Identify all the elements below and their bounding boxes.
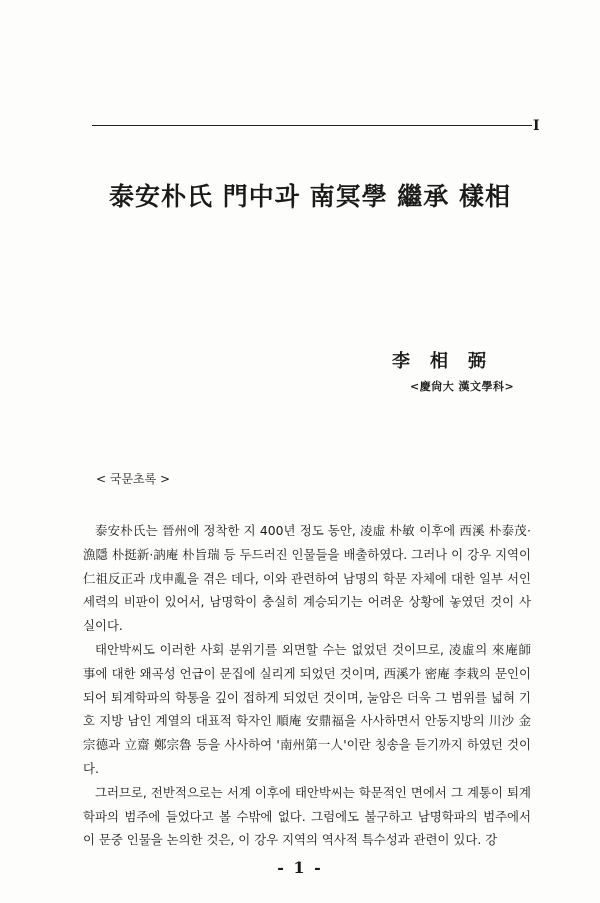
paragraph-2: 태안박씨도 이러한 사회 분위기를 외면할 수는 없었던 것이므로, 凌虛의 來庵師事에 대한 왜곡성 언급이 문집에 실리게 되었던 것이며, 西溪가 密庵 李栽의 문인이 되어 퇴계학파의 학통을 깊이 접하게 되었던 것이며, 눌암은 더욱 그 범위를 넓혀 기호 지방 남인 계열의 대표적 학자인 順庵 安鼎福을 사사하면서 안동지방의 川沙 金宗德과 立齋 鄭宗魯 등을 사사하여 '南州第一人'이란 칭송을 듣기까지 하였던 것이다.	[83, 641, 531, 776]
author-affiliation: <慶尙大 漢文學科>	[410, 380, 515, 393]
author-name: 李相弼	[392, 351, 506, 372]
abstract-body	[83, 519, 531, 852]
header-rule	[92, 125, 532, 126]
abstract-label: < 국문초록 >	[96, 472, 171, 486]
paper-title: 泰安朴氏 門中과 南冥學 繼承 樣相	[109, 182, 511, 211]
chapter-number: I	[533, 118, 540, 134]
page-number: - 1 -	[277, 858, 323, 877]
paragraph-3: 그러므로, 전반적으로는 서계 이후에 태안박씨는 학문적인 면에서 그 계통이 퇴계학파의 범주에 들었다고 볼 수밖에 없다. 그럼에도 불구하고 남명학파의 범주에서 이 문중 인물을 논의한 것은, 이 강우 지역의 역사적 특수성과 관련이 있다. 강	[83, 784, 531, 848]
paragraph-1: 泰安朴氏는 晉州에 정착한 지 400년 정도 동안, 凌虛 朴敏 이후에 西溪 朴泰茂·漁隱 朴挺新·訥庵 朴旨瑞 등 두드러진 인물들을 배출하였다. 그러나 이 강우 지역이 仁祖反正과 戊申亂을 겪은 데다, 이와 관련하여 남명의 학문 자체에 대한 일부 서인 세력의 비판이 있어서, 남명학이 충실히 계승되기는 어려운 상황에 놓였던 것이 사실이다.	[83, 523, 531, 634]
